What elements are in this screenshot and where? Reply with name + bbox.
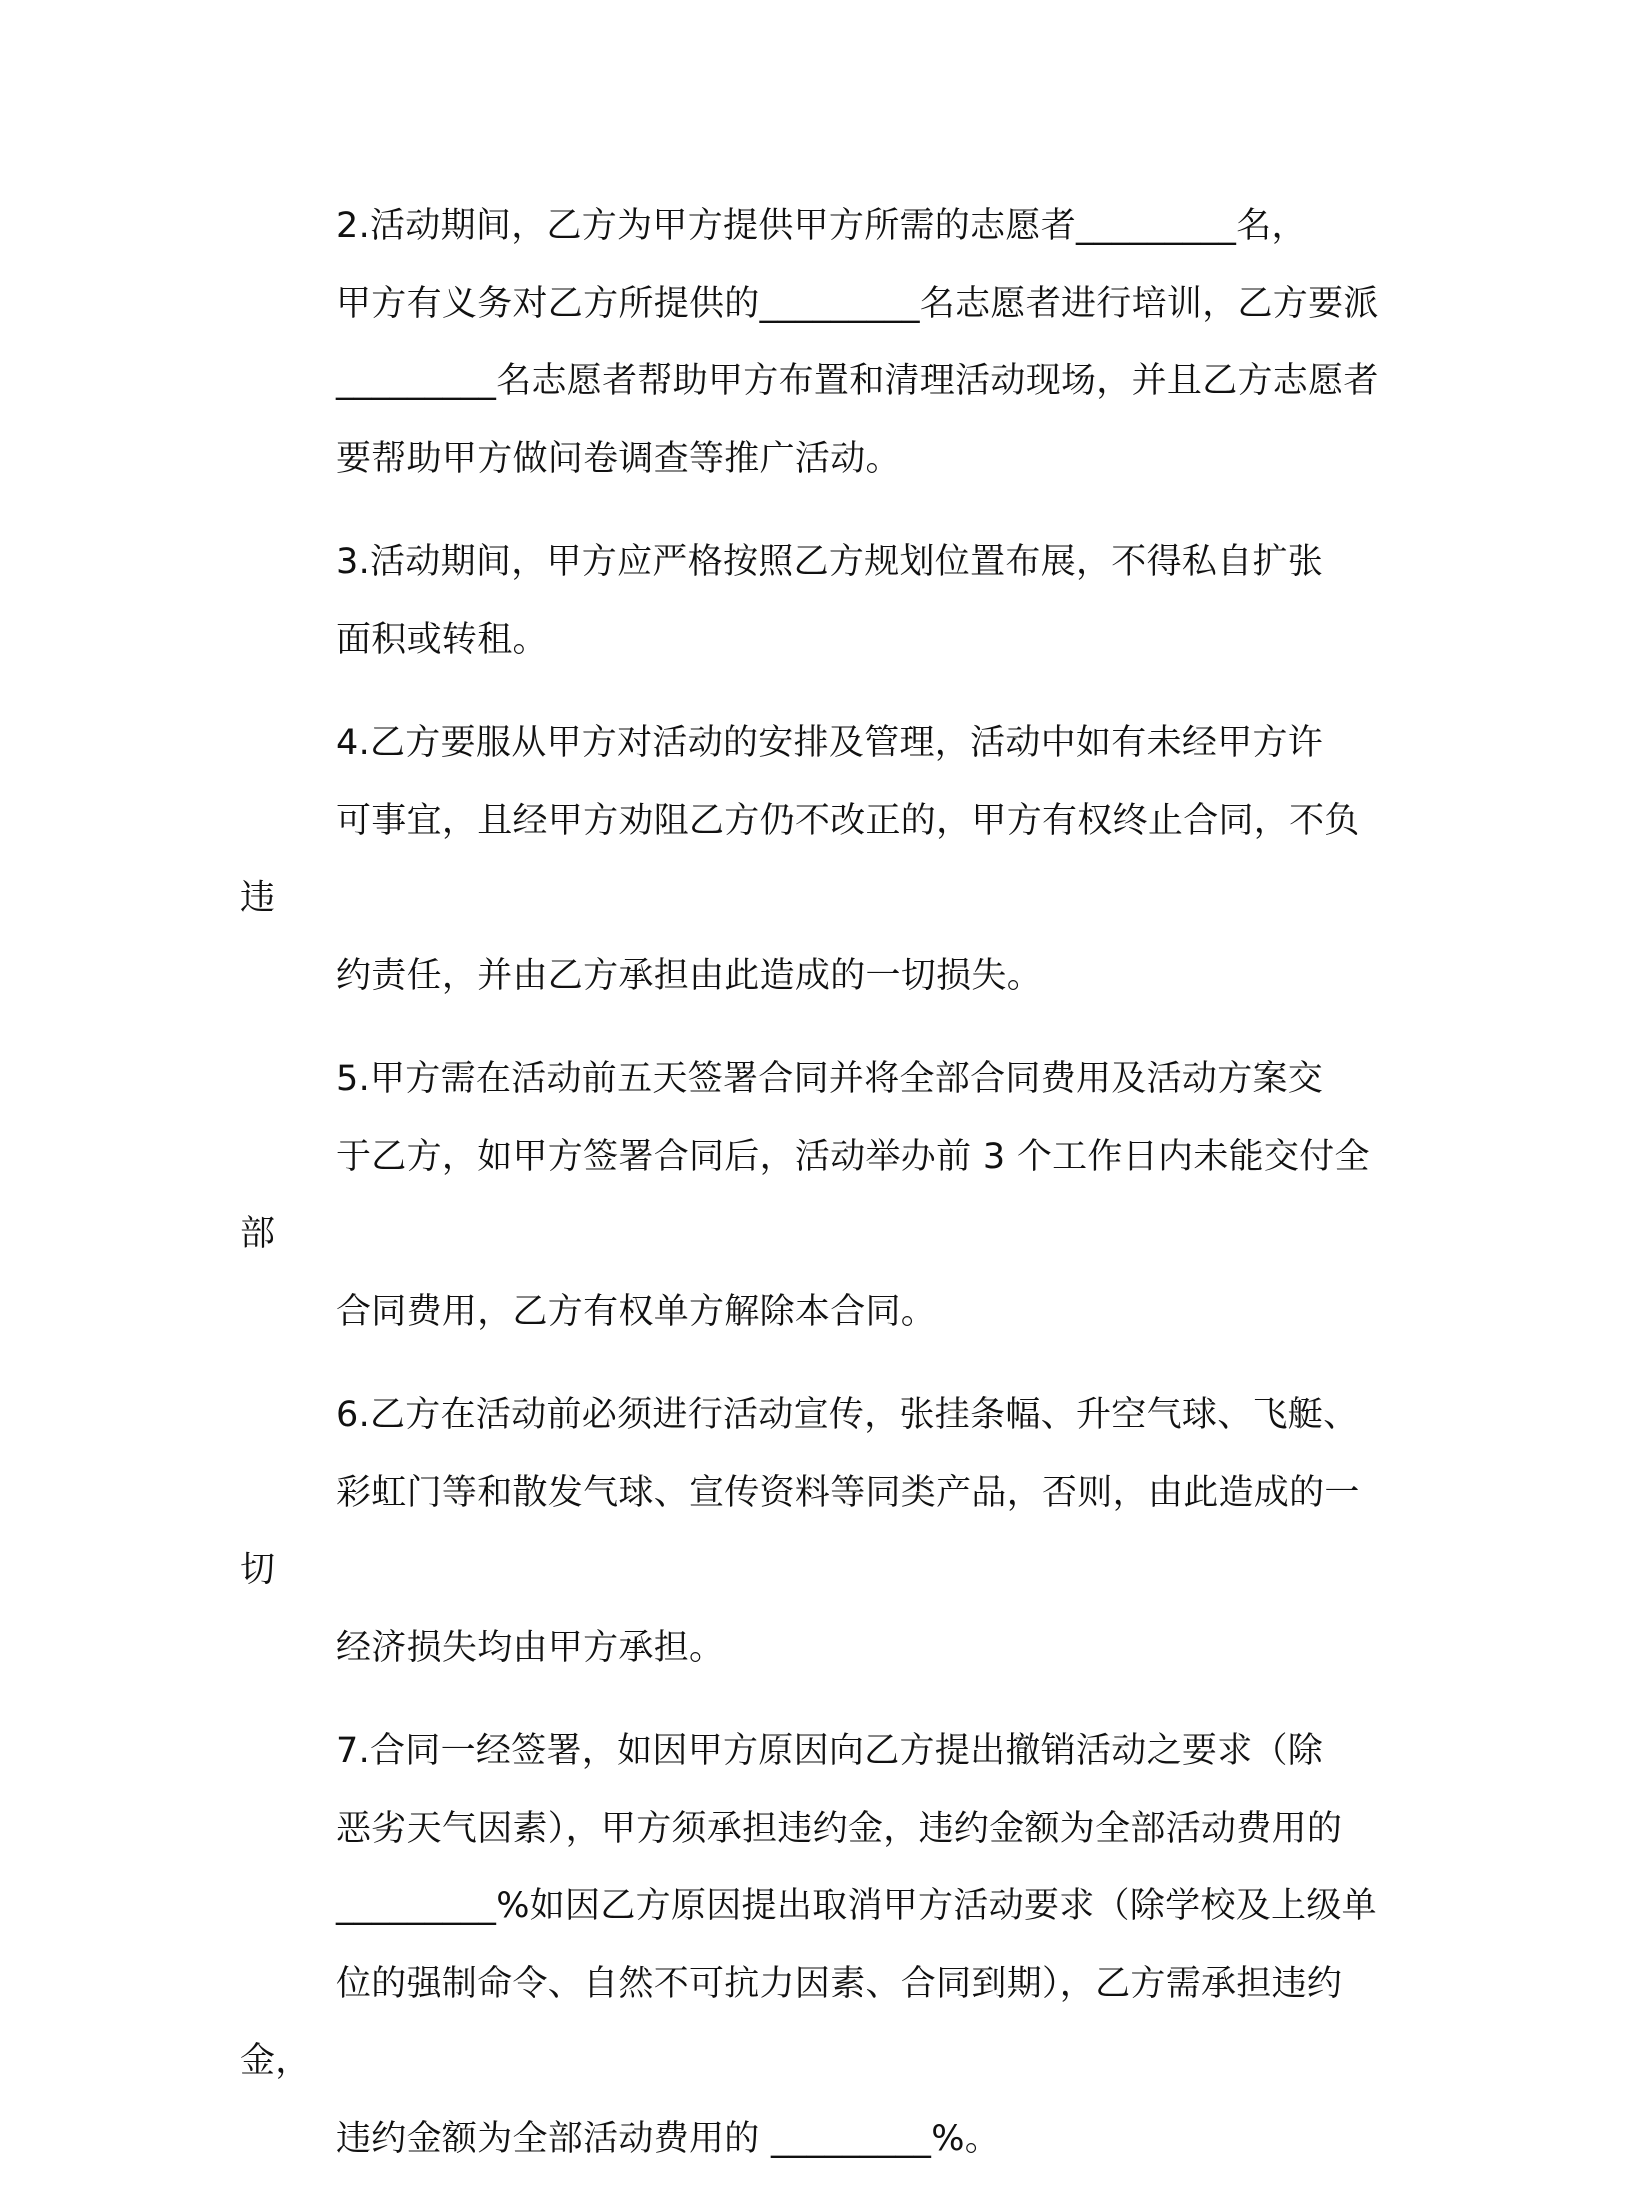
clause-5 [240,1041,1390,1351]
clause-5-line-3: 合同费用，乙方有权单方解除本合同。 [336,1291,937,1332]
clause-2-line-3: _________名志愿者帮助甲方布置和清理活动现场，并且乙方志愿者 [336,361,1379,401]
clause-4-line-1: 4.乙方要服从甲方对活动的安排及管理，活动中如有未经甲方许 [336,723,1324,763]
clause-6 [240,1377,1390,1687]
clause-2-line-2: 甲方有义务对乙方所提供的_________名志愿者进行培训，乙方要派 [336,283,1379,324]
clause-7-line-4: 位的强制命令、自然不可抗力因素、合同到期），乙方需承担违约金， [240,1963,1343,2081]
document-body [240,188,1390,2204]
clause-3-line-2: 面积或转租。 [336,619,548,660]
clause-2-line-1: 2.活动期间，乙方为甲方提供甲方所需的志愿者_________名， [336,206,1307,246]
clause-6-line-1: 6.乙方在活动前必须进行活动宣传，张挂条幅、升空气球、飞艇、 [336,1395,1359,1435]
clause-4 [240,705,1390,1015]
clause-3 [240,524,1390,679]
clause-4-line-3: 约责任，并由乙方承担由此造成的一切损失。 [336,955,1043,996]
clause-7 [240,1713,1390,2178]
clause-6-line-3: 经济损失均由甲方承担。 [336,1627,725,1668]
clause-3-line-1: 3.活动期间，甲方应严格按照乙方规划位置布展，不得私自扩张 [336,542,1324,582]
clause-6-line-2: 彩虹门等和散发气球、宣传资料等同类产品，否则，由此造成的一切 [240,1472,1360,1590]
clause-5-line-1: 5.甲方需在活动前五天签署合同并将全部合同费用及活动方案交 [336,1059,1324,1099]
clause-7-line-1: 7.合同一经签署，如因甲方原因向乙方提出撤销活动之要求（除 [336,1731,1324,1771]
clause-7-line-2: 恶劣天气因素），甲方须承担违约金，违约金额为全部活动费用的 [336,1808,1343,1849]
clause-7-line-3: _________%如因乙方原因提出取消甲方活动要求（除学校及上级单 [336,1886,1377,1926]
clause-2-line-4: 要帮助甲方做问卷调查等推广活动。 [336,438,901,479]
clause-4-line-2: 可事宜，且经甲方劝阻乙方仍不改正的，甲方有权终止合同，不负违 [240,800,1360,918]
clause-7-line-5: 违约金额为全部活动费用的 _________%。 [336,2118,1001,2159]
clause-2 [240,188,1390,498]
clause-5-line-2: 于乙方，如甲方签署合同后，活动举办前 3 个工作日内未能交付全部 [240,1136,1370,1254]
